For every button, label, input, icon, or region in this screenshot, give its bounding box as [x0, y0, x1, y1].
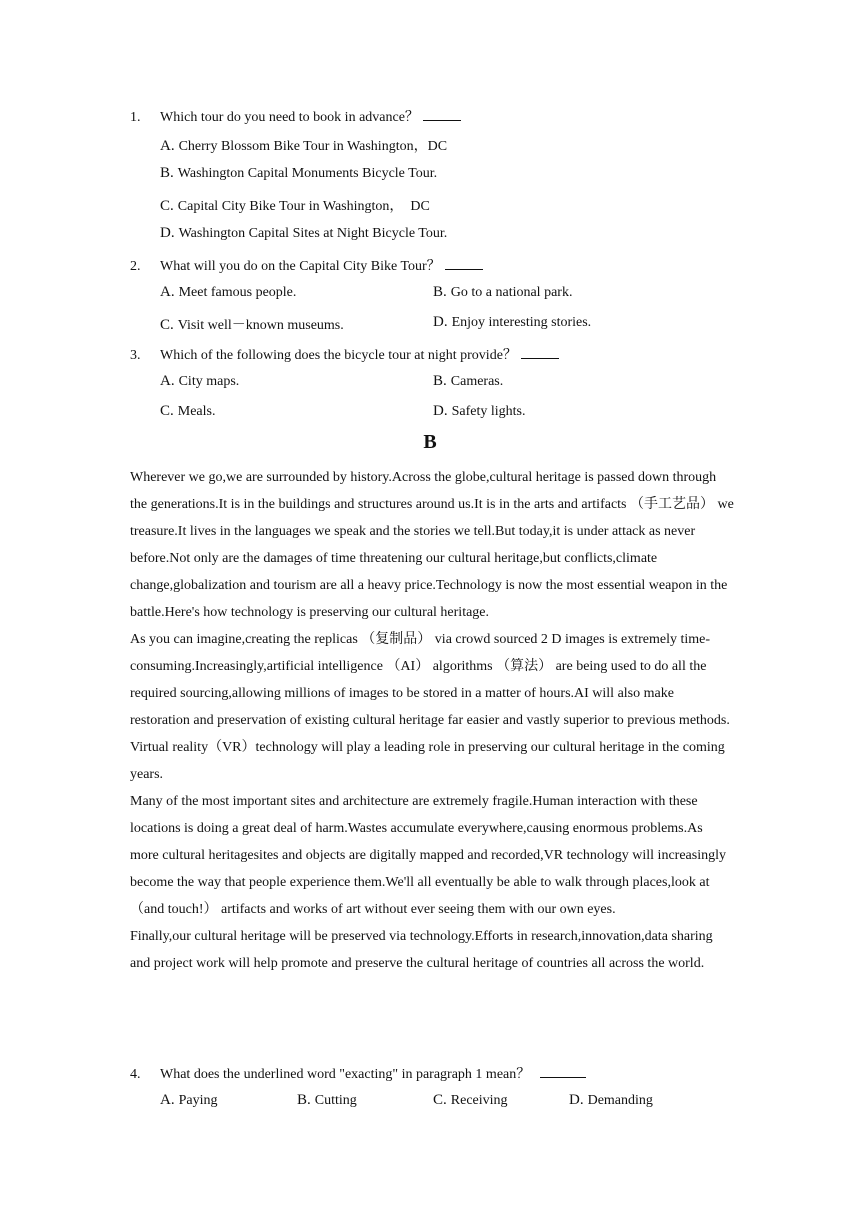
section-heading: B — [423, 431, 437, 453]
option-2a — [160, 284, 296, 301]
option-letter: A. — [160, 1092, 175, 1108]
option-letter: C. — [433, 1092, 447, 1108]
question-text: What does the underlined word "exacting" in paragraph 1 mean？ — [160, 1067, 531, 1082]
option-letter: B. — [433, 373, 447, 389]
option-3b — [433, 373, 503, 390]
option-2c — [160, 314, 344, 334]
option-text: Washington Capital Sites at Night Bicycle Tour. — [178, 226, 448, 241]
question-number: 4. — [130, 1067, 141, 1082]
passage-paragraph-4: Many of the most important sites and architecture are extremely fragile.Human interaction with these locations is doing a great deal of harm.Wastes accumulate everywhere,causing enormous problems.As more cultural heritagesites and objects are digitally mapped and recorded,VR technology will increasingly become the way that people experience them.We'll all eventually be able to walk through places,look at （and touch!） artifacts and works of art without ever seeing them with our own eyes. — [130, 794, 726, 917]
option-2d — [433, 314, 591, 331]
option-text: Cameras. — [450, 374, 504, 389]
answer-blank — [445, 256, 483, 270]
passage-paragraph-3: Virtual reality（VR）technology will play a leading role in preserving our cultural heritage in the coming years. — [130, 740, 725, 782]
option-text: Go to a national park. — [450, 285, 573, 300]
option-2b — [433, 284, 572, 301]
question-text: Which tour do you need to book in advance？ — [160, 110, 419, 125]
option-1d — [160, 225, 447, 242]
option-text: Meet famous people. — [178, 285, 297, 300]
option-3c — [160, 403, 215, 420]
option-text: Demanding — [587, 1093, 653, 1108]
option-4d — [569, 1092, 653, 1109]
passage-paragraph-1: Wherever we go,we are surrounded by history.Across the globe,cultural heritage is passed down through the generations.It is in the buildings and structures around us.It is in the arts and artifacts （手工艺品） we treasure.It lives in the languages we speak and the stories we tell.But today,it is under attack as never before.Not only are the damages of time threatening our cultural heritage,but conflicts,climate change,globalization and tourism are all a heavy price.Technology is now the most essential weapon in the battle.Here's how technology is preserving our cultural heritage. — [130, 470, 734, 620]
option-letter: D. — [433, 314, 448, 330]
option-3a — [160, 373, 239, 390]
option-3d — [433, 403, 525, 420]
question-number: 1. — [130, 110, 141, 125]
option-text: Paying — [178, 1093, 218, 1108]
option-4a — [160, 1092, 217, 1109]
option-letter: C. — [160, 317, 174, 333]
option-letter: D. — [433, 403, 448, 419]
option-text: Visit well－known museums. — [177, 318, 344, 333]
option-1b — [160, 165, 437, 182]
option-letter: D. — [569, 1092, 584, 1108]
option-text: City maps. — [178, 374, 240, 389]
option-1a — [160, 135, 447, 155]
question-1 — [130, 106, 461, 126]
option-4b — [297, 1092, 357, 1109]
question-3 — [130, 344, 559, 364]
option-letter: D. — [160, 225, 175, 241]
option-text: Capital City Bike Tour in Washington， DC — [177, 199, 430, 214]
option-text: Enjoy interesting stories. — [451, 315, 592, 330]
option-letter: B. — [160, 165, 174, 181]
answer-blank — [423, 107, 461, 121]
question-number: 2. — [130, 259, 141, 274]
question-text: Which of the following does the bicycle tour at night provide？ — [160, 348, 517, 363]
option-text: Receiving — [450, 1093, 508, 1108]
question-4 — [130, 1063, 586, 1083]
question-text: What will you do on the Capital City Bike Tour？ — [160, 259, 441, 274]
option-text: Safety lights. — [451, 404, 526, 419]
option-letter: B. — [433, 284, 447, 300]
question-number: 3. — [130, 348, 141, 363]
option-text: Meals. — [177, 404, 216, 419]
passage-paragraph-5: Finally,our cultural heritage will be preserved via technology.Efforts in research,innovation,data sharing and project work will help promote and preserve the cultural heritage of countries all across the world. — [130, 929, 713, 971]
option-text: Cutting — [314, 1093, 357, 1108]
answer-blank — [521, 345, 559, 359]
option-letter: C. — [160, 403, 174, 419]
option-4c — [433, 1092, 508, 1109]
option-letter: A. — [160, 284, 175, 300]
option-text: Cherry Blossom Bike Tour in Washington，DC — [178, 139, 448, 154]
option-letter: A. — [160, 138, 175, 154]
option-1c — [160, 195, 430, 215]
question-2 — [130, 255, 483, 275]
option-letter: C. — [160, 198, 174, 214]
option-letter: A. — [160, 373, 175, 389]
option-letter: B. — [297, 1092, 311, 1108]
passage-paragraph-2: As you can imagine,creating the replicas （复制品） via crowd sourced 2 D images is extremely time-consuming.Increasingly,artificial intelligence （AI） algorithms （算法） are being used to do all the required sourcing,allowing millions of images to be stored in a matter of hours.AI will also make restoration and preservation of existing cultural heritage far easier and vastly superior to previous methods. — [130, 632, 730, 728]
option-text: Washington Capital Monuments Bicycle Tour. — [177, 166, 438, 181]
answer-blank — [540, 1064, 586, 1078]
passage — [130, 464, 734, 977]
